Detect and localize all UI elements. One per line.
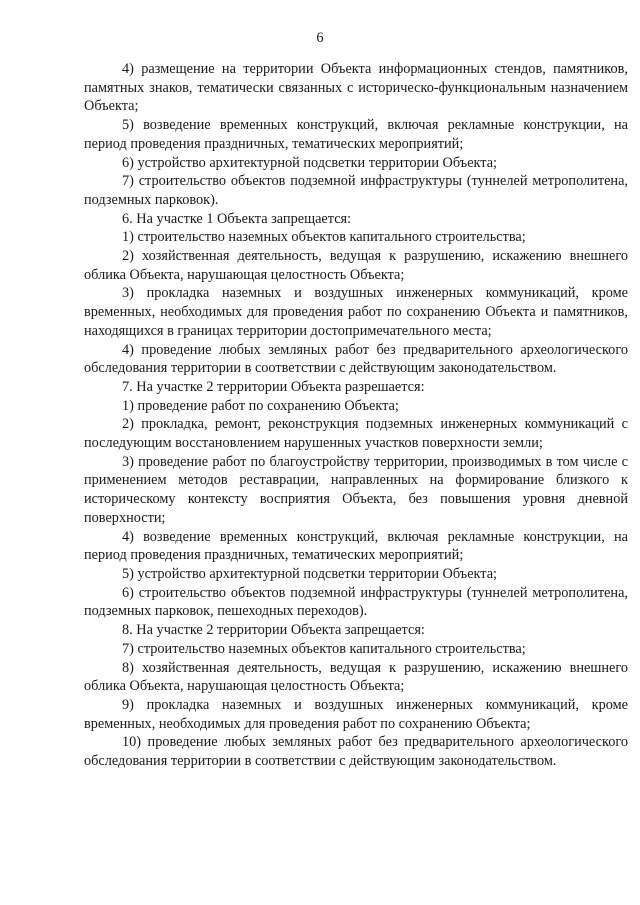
paragraph-item-4-earthworks: 4) проведение любых земляных работ без предварительного археологического обследования территории в соответствии с действующим законодательством. — [84, 341, 628, 377]
paragraph-item-1-construction-ban: 1) строительство наземных объектов капитального строительства; — [122, 229, 526, 246]
paragraph-item-5-lighting: 5) устройство архитектурной подсветки территории Объекта; — [122, 565, 498, 582]
paragraph-item-3-communications: 3) прокладка наземных и воздушных инженерных коммуникаций, кроме временных, необходимых для проведения работ по сохранению Объекта и памятников, находящихся в границах территории достопримечательного места; — [84, 285, 628, 339]
section-heading-7: 7. На участке 2 территории Объекта разрешается: — [122, 378, 425, 395]
section-heading-8: 8. На участке 2 территории Объекта запрещается: — [122, 622, 425, 639]
paragraph-item-2-utilities: 2) прокладка, ремонт, реконструкция подземных инженерных коммуникаций с последующим восстановлением нарушенных участков поверхности земли; — [84, 416, 628, 452]
paragraph-item-8-economic-activity: 8) хозяйственная деятельность, ведущая к разрушению, искажению внешнего облика Объекта, нарушающая целостность Объекта; — [84, 659, 628, 695]
paragraph-item-7-construction-ban: 7) строительство наземных объектов капитального строительства; — [122, 640, 526, 657]
document-body — [84, 60, 628, 771]
paragraph-item-9-communications: 9) прокладка наземных и воздушных инженерных коммуникаций, кроме временных, необходимых для проведения работ по сохранению Объекта; — [84, 696, 628, 732]
paragraph-item-10-earthworks: 10) проведение любых земляных работ без предварительного археологического обследования территории в соответствии с действующим законодательством. — [84, 734, 628, 770]
paragraph-item-4-temporary-structures: 4) возведение временных конструкций, включая рекламные конструкции, на период проведения праздничных, тематических мероприятий; — [84, 528, 628, 564]
paragraph-item-6-underground: 6) строительство объектов подземной инфраструктуры (туннелей метрополитена, подземных парковок, пешеходных переходов). — [84, 584, 628, 620]
paragraph-item-6-lighting: 6) устройство архитектурной подсветки территории Объекта; — [122, 154, 498, 171]
paragraph-item-5-temporary-structures: 5) возведение временных конструкций, включая рекламные конструкции, на период проведения праздничных, тематических мероприятий; — [84, 117, 628, 152]
paragraph-item-2-economic-activity: 2) хозяйственная деятельность, ведущая к разрушению, искажению внешнего облика Объекта, нарушающая целостность Объекта; — [84, 248, 628, 283]
page-number: 6 — [316, 30, 324, 46]
section-heading-6: 6. На участке 1 Объекта запрещается: — [122, 210, 352, 227]
paragraph-item-4-placement: 4) размещение на территории Объекта информационных стендов, памятников, памятных знаков, тематически связанных с историческо-функциональным назначением Объекта; — [84, 61, 628, 115]
paragraph-item-1-preservation: 1) проведение работ по сохранению Объекта; — [122, 397, 399, 414]
paragraph-item-7-underground: 7) строительство объектов подземной инфраструктуры (туннелей метрополитена, подземных парковок). — [84, 173, 628, 208]
paragraph-item-3-landscaping: 3) проведение работ по благоустройству территории, производимых в том числе с применением методов реставрации, направленных на формирование близкого к историческому контексту восприятия Объекта, без повышения уровня дневной поверхности; — [84, 453, 628, 526]
